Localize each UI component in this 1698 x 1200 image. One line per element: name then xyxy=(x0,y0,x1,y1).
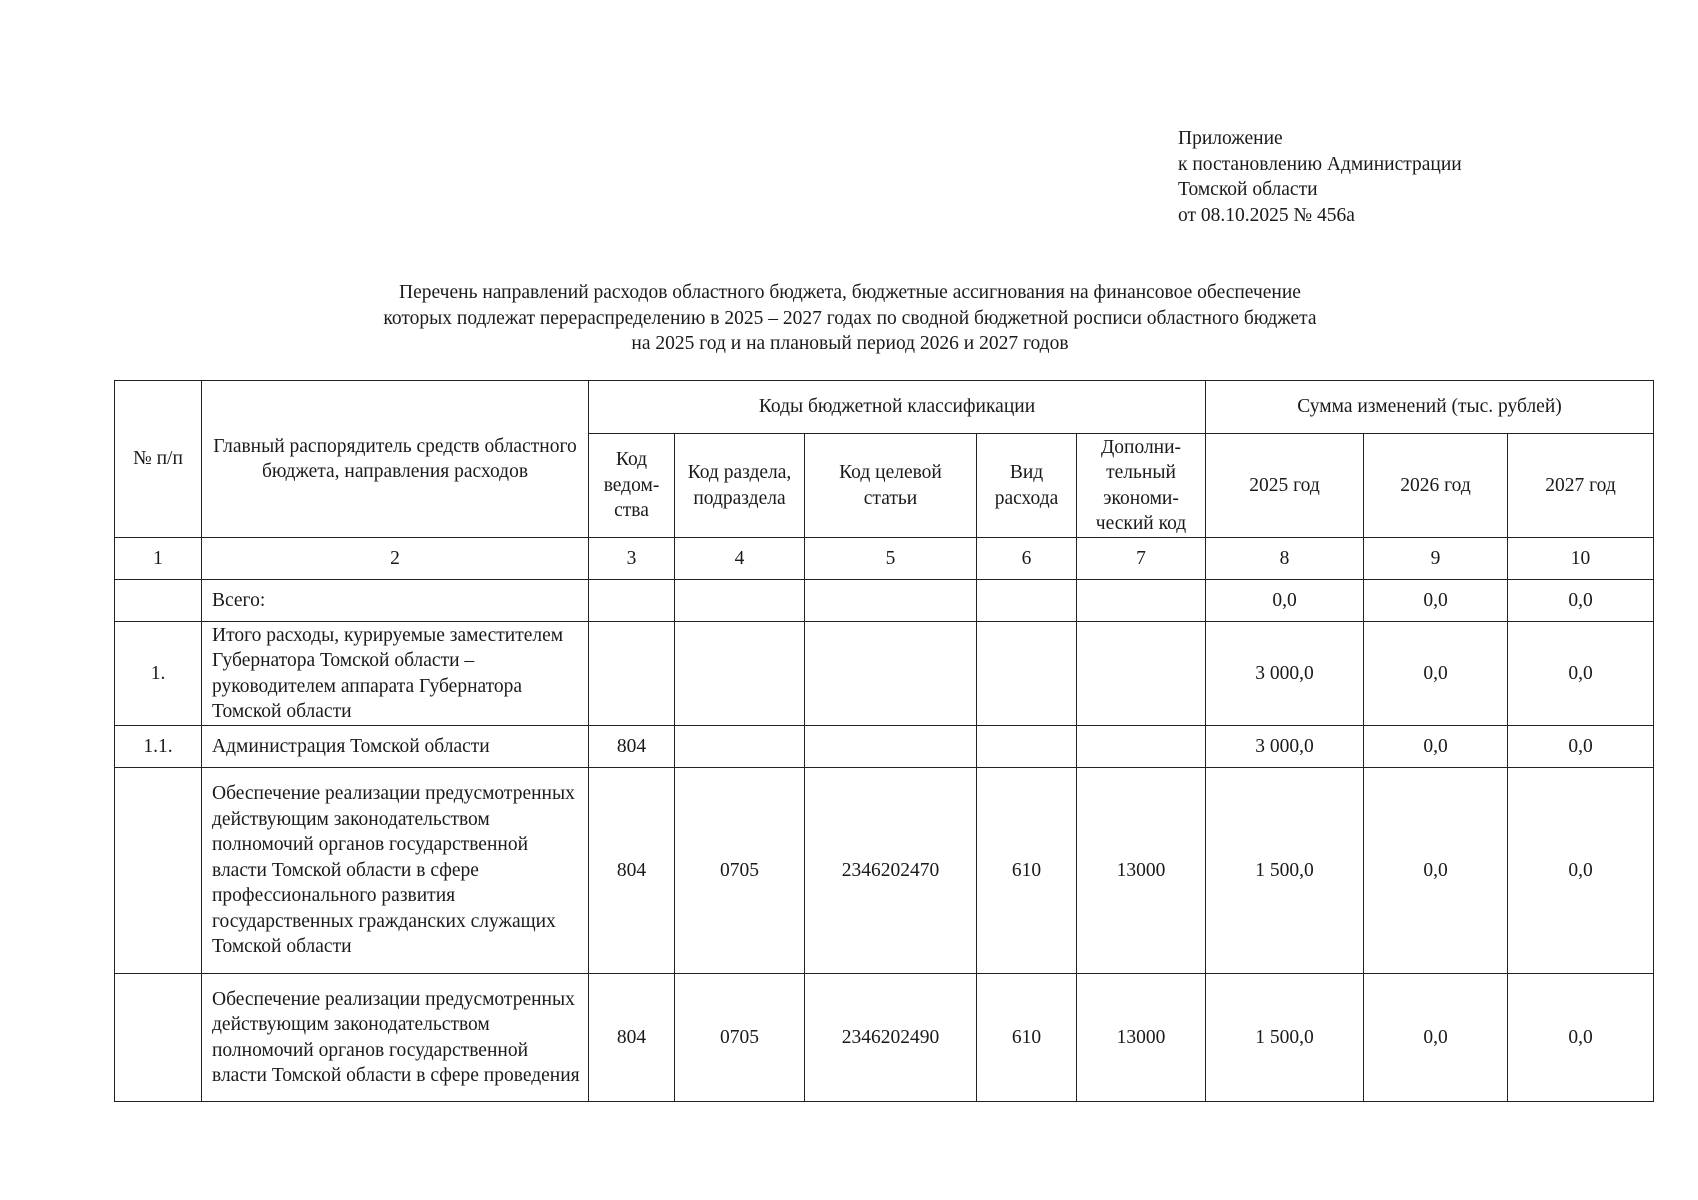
header-2026: 2026 год xyxy=(1364,434,1508,538)
row-sum-2025: 3 000,0 xyxy=(1206,726,1364,768)
row-name: Обеспечение реализации предусмотренных действующим законодательством полномочий органов государственной власти Томской области в сфере проведения xyxy=(202,974,589,1102)
row-expense-kind: 610 xyxy=(977,768,1077,974)
row-sum-2027: 0,0 xyxy=(1508,974,1654,1102)
row-sum-2026: 0,0 xyxy=(1364,622,1508,726)
row-target-code xyxy=(805,622,977,726)
header-sum-group: Сумма изменений (тыс. рублей) xyxy=(1206,381,1654,434)
table-row xyxy=(115,726,1654,768)
row-num xyxy=(115,580,202,622)
row-target-code: 2346202490 xyxy=(805,974,977,1102)
column-number: 5 xyxy=(805,538,977,580)
row-num: 1. xyxy=(115,622,202,726)
row-num xyxy=(115,768,202,974)
column-number: 9 xyxy=(1364,538,1508,580)
row-name: Обеспечение реализации предусмотренных действующим законодательством полномочий органов государственной власти Томской области в сфере профессионального развития государственных гражданских служащих Томской области xyxy=(202,768,589,974)
appendix-block xyxy=(1178,126,1462,228)
row-sum-2025: 3 000,0 xyxy=(1206,622,1364,726)
row-sum-2027: 0,0 xyxy=(1508,622,1654,726)
header-expense-kind: Вид расхода xyxy=(977,434,1077,538)
row-sum-2026: 0,0 xyxy=(1364,580,1508,622)
table-row xyxy=(115,622,1654,726)
table-row xyxy=(115,768,1654,974)
column-number: 1 xyxy=(115,538,202,580)
row-extra-code xyxy=(1077,726,1206,768)
row-extra-code: 13000 xyxy=(1077,974,1206,1102)
appendix-date-number: от 08.10.2025 № 456а xyxy=(1178,204,1355,226)
header-codes-group: Коды бюджетной классификации xyxy=(589,381,1206,434)
row-dept-code xyxy=(589,622,675,726)
row-target-code xyxy=(805,726,977,768)
row-expense-kind xyxy=(977,726,1077,768)
header-section-code: Код раздела, подраздела xyxy=(675,434,805,538)
row-sum-2027: 0,0 xyxy=(1508,726,1654,768)
row-extra-code xyxy=(1077,622,1206,726)
column-number: 2 xyxy=(202,538,589,580)
row-dept-code xyxy=(589,580,675,622)
row-extra-code: 13000 xyxy=(1077,768,1206,974)
column-number: 8 xyxy=(1206,538,1364,580)
header-2027: 2027 год xyxy=(1508,434,1654,538)
row-section-code: 0705 xyxy=(675,974,805,1102)
row-num xyxy=(115,974,202,1102)
column-number: 10 xyxy=(1508,538,1654,580)
header-num: № п/п xyxy=(115,381,202,538)
appendix-line: Томской области xyxy=(1178,179,1318,200)
column-number: 4 xyxy=(675,538,805,580)
appendix-line: к постановлению Администрации xyxy=(1178,153,1462,175)
row-section-code: 0705 xyxy=(675,768,805,974)
row-sum-2025: 1 500,0 xyxy=(1206,974,1364,1102)
budget-table xyxy=(114,380,1654,1102)
row-target-code xyxy=(805,580,977,622)
row-sum-2027: 0,0 xyxy=(1508,768,1654,974)
row-dept-code: 804 xyxy=(589,768,675,974)
table-row xyxy=(115,580,1654,622)
column-number: 7 xyxy=(1077,538,1206,580)
row-name: Всего: xyxy=(202,580,589,622)
row-sum-2026: 0,0 xyxy=(1364,768,1508,974)
row-sum-2026: 0,0 xyxy=(1364,974,1508,1102)
row-name: Итого расходы, курируемые заместителем Губернатора Томской области – руководителем аппарата Губернатора Томской области xyxy=(202,622,589,726)
row-section-code xyxy=(675,622,805,726)
column-number: 3 xyxy=(589,538,675,580)
row-dept-code: 804 xyxy=(589,974,675,1102)
header-target-code: Код целевой статьи xyxy=(805,434,977,538)
row-name: Администрация Томской области xyxy=(202,726,589,768)
title-line: Перечень направлений расходов областного бюджета, бюджетные ассигнования на финансовое обеспечение xyxy=(399,282,1301,303)
title-line: на 2025 год и на плановый период 2026 и 2027 годов xyxy=(631,333,1069,354)
document-title xyxy=(150,280,1550,357)
row-section-code xyxy=(675,726,805,768)
row-target-code: 2346202470 xyxy=(805,768,977,974)
column-number: 6 xyxy=(977,538,1077,580)
row-dept-code: 804 xyxy=(589,726,675,768)
header-dept-code: Код ведом-ства xyxy=(589,434,675,538)
column-number-row xyxy=(115,538,1654,580)
header-name: Главный распорядитель средств областного бюджета, направления расходов xyxy=(202,381,589,538)
row-sum-2025: 0,0 xyxy=(1206,580,1364,622)
table-row xyxy=(115,974,1654,1102)
header-row-1 xyxy=(115,381,1654,434)
header-extra-code: Дополни-тельный экономи-ческий код xyxy=(1077,434,1206,538)
appendix-line: Приложение xyxy=(1178,128,1283,149)
row-expense-kind xyxy=(977,622,1077,726)
row-num: 1.1. xyxy=(115,726,202,768)
row-extra-code xyxy=(1077,580,1206,622)
title-line: которых подлежат перераспределению в 2025 – 2027 годах по сводной бюджетной росписи областного бюджета xyxy=(383,307,1317,329)
row-sum-2025: 1 500,0 xyxy=(1206,768,1364,974)
row-section-code xyxy=(675,580,805,622)
row-sum-2026: 0,0 xyxy=(1364,726,1508,768)
row-sum-2027: 0,0 xyxy=(1508,580,1654,622)
row-expense-kind xyxy=(977,580,1077,622)
header-2025: 2025 год xyxy=(1206,434,1364,538)
row-expense-kind: 610 xyxy=(977,974,1077,1102)
